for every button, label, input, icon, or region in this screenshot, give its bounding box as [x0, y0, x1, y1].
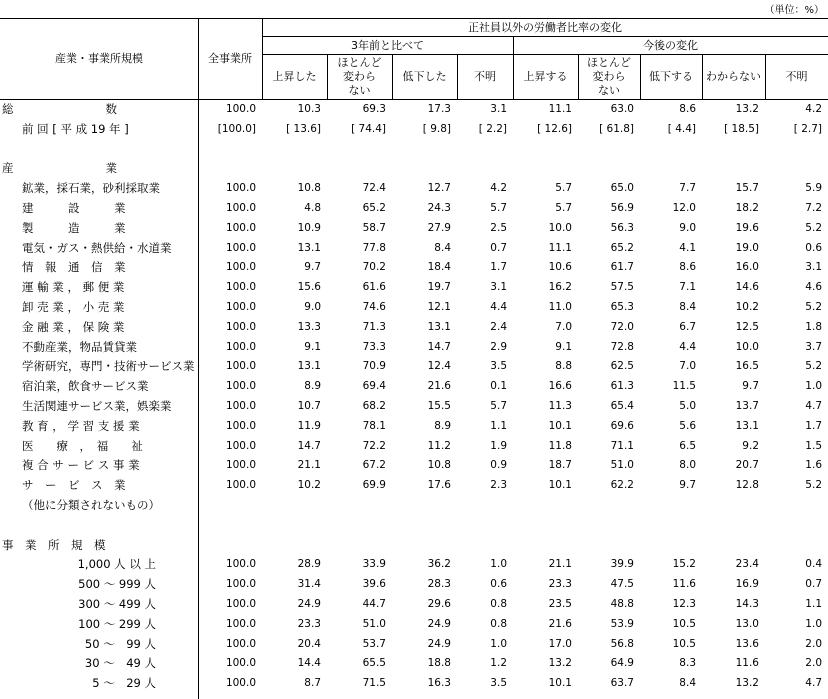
table-cell: 9.2	[742, 439, 759, 452]
table-cell: 100.0	[225, 657, 256, 670]
table-cell: 100.0	[225, 340, 256, 353]
table-cell: 17.3	[427, 103, 451, 115]
row-label: 前 回 [ 平 成 19 年 ]	[22, 121, 129, 136]
table-cell: 16.6	[548, 380, 572, 393]
past-col-header: 低下した	[402, 70, 447, 83]
table-cell: 3.7	[805, 340, 822, 353]
table-cell: 51.0	[362, 617, 386, 630]
table-cell: 100.0	[225, 637, 256, 650]
table-cell: 9.7	[742, 380, 759, 393]
table-cell: 8.4	[434, 241, 451, 254]
table-cell: 19.7	[427, 281, 451, 294]
table-cell: 13.6	[735, 637, 759, 650]
header-top-rule	[0, 18, 828, 19]
all-establishments-header: 全事業所	[208, 52, 252, 65]
table-cell: 11.1	[548, 241, 572, 254]
table-cell: 100.0	[225, 221, 256, 234]
table-cell: 10.5	[672, 637, 696, 650]
table-cell: 1.7	[490, 261, 507, 274]
past-col-header: 不明	[474, 70, 496, 83]
table-cell: 11.2	[427, 439, 451, 452]
table-cell: [ 9.8]	[422, 122, 451, 135]
row-label: 100 ～ 299 人	[78, 616, 156, 631]
table-cell: 13.3	[297, 320, 321, 333]
table-cell: [100.0]	[217, 122, 256, 135]
table-cell: 3.1	[805, 261, 822, 274]
row-label: 複 合 サ ー ビ ス 事 業	[22, 458, 140, 473]
row-label: 製 造 業	[22, 220, 126, 235]
table-cell: 7.0	[679, 360, 696, 373]
table-cell: 13.2	[735, 103, 759, 115]
table-cell: 1.7	[805, 419, 822, 432]
table-cell: 11.5	[672, 380, 696, 393]
table-cell: 21.1	[297, 459, 321, 472]
table-cell: 39.9	[610, 558, 634, 571]
table-cell: 7.0	[555, 320, 572, 333]
table-cell: 70.2	[362, 261, 386, 274]
table-cell: 100.0	[225, 479, 256, 492]
table-cell: 19.6	[735, 221, 759, 234]
table-cell: 69.6	[610, 419, 634, 432]
table-cell: 12.1	[427, 301, 451, 313]
row-label: 医 療 ， 福 祉	[22, 438, 143, 453]
table-cell: 12.5	[735, 320, 759, 333]
table-cell: 24.9	[297, 598, 321, 610]
table-cell: 4.2	[490, 182, 507, 195]
table-cell: 65.2	[362, 202, 386, 214]
table-cell: 67.2	[362, 459, 386, 472]
row-label: 電気・ガス・熱供給・水道業	[22, 240, 172, 255]
table-cell: 1.6	[805, 459, 822, 472]
past-col-header: ほとんど 変わら ない	[337, 56, 382, 97]
table-cell: 11.6	[735, 657, 759, 670]
table-cell: 5.6	[679, 419, 696, 432]
table-cell: 62.2	[610, 479, 634, 492]
table-cell: 1.0	[490, 558, 507, 571]
future-col-header: 低下する	[649, 70, 693, 83]
table-cell: 100.0	[225, 301, 256, 313]
table-cell: 63.7	[610, 677, 634, 690]
table-cell: 61.7	[610, 261, 634, 274]
table-cell: 5.0	[679, 400, 696, 412]
table-cell: 1.8	[805, 320, 822, 333]
table-cell: 70.9	[362, 360, 386, 373]
table-cell: 24.3	[427, 202, 451, 214]
table-cell: 100.0	[225, 598, 256, 610]
table-cell: 1.0	[805, 380, 822, 393]
table-cell: 21.6	[548, 617, 572, 630]
table-cell: 0.8	[490, 617, 507, 630]
table-cell: 0.4	[805, 558, 822, 571]
table-cell: 62.5	[610, 360, 634, 373]
table-cell: 23.5	[548, 598, 572, 610]
row-label: 教 育 ， 学 習 支 援 業	[22, 418, 140, 433]
table-cell: 1.0	[805, 617, 822, 630]
table-cell: 12.7	[427, 182, 451, 195]
table-cell: 8.4	[679, 677, 696, 690]
table-cell: 5.2	[805, 301, 822, 313]
table-cell: 72.2	[362, 439, 386, 452]
table-cell: 5.9	[805, 182, 822, 195]
table-cell: 10.8	[297, 182, 321, 195]
table-cell: 71.5	[362, 677, 386, 690]
table-cell: 28.3	[427, 578, 451, 591]
table-cell: 51.0	[610, 459, 634, 472]
table-cell: 14.4	[297, 657, 321, 670]
table-cell: 1.2	[490, 657, 507, 670]
table-cell: 16.5	[735, 360, 759, 373]
table-cell: 5.7	[555, 182, 572, 195]
table-cell: 69.3	[362, 103, 386, 115]
table-cell: 14.7	[297, 439, 321, 452]
table-cell: 65.2	[610, 241, 634, 254]
future-col-header: ほとんど 変わら ない	[587, 56, 631, 97]
table-cell: 3.5	[490, 677, 507, 690]
table-cell: 100.0	[225, 320, 256, 333]
table-cell: 18.8	[427, 657, 451, 670]
table-cell: 65.3	[610, 301, 634, 313]
row-label: 1,000 人 以 上	[77, 557, 156, 572]
row-label: 30 ～ 49 人	[84, 656, 156, 671]
table-cell: 1.0	[490, 637, 507, 650]
past-col-header: 上昇した	[272, 70, 317, 83]
table-cell: 10.2	[297, 479, 321, 492]
table-cell: [ 13.6]	[286, 122, 321, 135]
table-cell: 11.8	[548, 439, 572, 452]
table-cell: 5.2	[805, 221, 822, 234]
table-cell: 11.9	[297, 419, 321, 432]
table-cell: 5.2	[805, 479, 822, 492]
table-cell: 13.1	[735, 419, 759, 432]
table-cell: 2.4	[490, 320, 507, 333]
table-cell: 100.0	[225, 677, 256, 690]
table-cell: 10.3	[297, 103, 321, 115]
row-label: 300 ～ 499 人	[78, 597, 156, 611]
table-cell: 61.6	[362, 281, 386, 294]
table-cell: 6.5	[679, 439, 696, 452]
table-cell: 10.0	[735, 340, 759, 353]
table-cell: 13.2	[735, 677, 759, 690]
table-cell: 56.9	[610, 202, 634, 214]
table-cell: 17.6	[427, 479, 451, 492]
table-cell: 13.2	[548, 657, 572, 670]
table-cell: 11.0	[548, 301, 572, 313]
table-cell: 44.7	[362, 598, 386, 610]
table-cell: 56.3	[610, 221, 634, 234]
table-cell: 16.9	[735, 578, 759, 591]
table-cell: 33.9	[362, 558, 386, 571]
row-label: 金 融 業 ， 保 険 業	[22, 319, 125, 334]
row-label: 鉱業，採石業，砂利採取業	[22, 181, 160, 196]
table-cell: 21.6	[427, 380, 451, 393]
table-cell: 8.9	[434, 419, 451, 432]
table-cell: 47.5	[610, 578, 634, 591]
table-cell: [ 2.2]	[478, 122, 507, 135]
table-cell: 16.2	[548, 281, 572, 294]
table-cell: 64.9	[610, 657, 634, 670]
table-cell: 20.7	[735, 459, 759, 472]
table-cell: 11.3	[548, 400, 572, 412]
table-cell: 100.0	[225, 400, 256, 412]
table-cell: 9.7	[679, 479, 696, 492]
table-cell: 24.9	[427, 637, 451, 650]
row-label: 運 輸 業 ， 郵 便 業	[22, 280, 125, 295]
table-cell: 100.0	[225, 360, 256, 373]
table-cell: 8.4	[679, 301, 696, 313]
table-cell: 11.1	[548, 103, 572, 115]
table-cell: 4.6	[805, 281, 822, 294]
table-cell: 3.5	[490, 360, 507, 373]
table-cell: 10.1	[548, 479, 572, 492]
table-cell: 0.1	[490, 380, 507, 393]
table-cell: 5.7	[490, 400, 507, 412]
table-cell: 16.3	[427, 677, 451, 690]
table-cell: 31.4	[297, 578, 321, 591]
row-label: 5 ～ 29 人	[92, 676, 156, 691]
table-cell: 15.2	[672, 558, 696, 571]
row-label: 情 報 通 信 業	[22, 260, 126, 275]
table-cell: 0.8	[490, 598, 507, 610]
row-label: 生活関連サービス業，娯楽業	[22, 399, 172, 413]
table-cell: 13.1	[297, 360, 321, 373]
table-cell: 48.8	[610, 598, 634, 610]
table-cell: 18.7	[548, 459, 572, 472]
table-cell: 73.3	[362, 340, 386, 353]
table-cell: 100.0	[225, 419, 256, 432]
table-cell: 12.0	[672, 202, 696, 214]
table-cell: 18.2	[735, 202, 759, 214]
table-cell: 19.0	[735, 241, 759, 254]
table-cell: 4.7	[805, 677, 822, 690]
table-cell: 5.7	[490, 202, 507, 214]
table-cell: 72.4	[362, 182, 386, 195]
table-cell: 20.4	[297, 637, 321, 650]
table-cell: 2.0	[805, 637, 822, 650]
table-cell: 0.6	[805, 241, 822, 254]
table-cell: 18.4	[427, 261, 451, 274]
table-cell: 10.1	[548, 419, 572, 432]
table-cell: 12.8	[735, 479, 759, 492]
table-cell: 65.5	[362, 657, 386, 670]
table-cell: 100.0	[225, 558, 256, 571]
table-cell: 28.9	[297, 558, 321, 571]
future-change-header: 今後の変化	[643, 39, 698, 52]
header-bottom-rule	[0, 99, 828, 100]
table-cell: 2.0	[805, 657, 822, 670]
ratio-change-header: 正社員以外の労働者比率の変化	[468, 21, 622, 34]
table-cell: [ 74.4]	[351, 122, 386, 135]
row-label: 産 業	[2, 161, 117, 176]
table-cell: 100.0	[225, 617, 256, 630]
table-cell: [ 61.8]	[599, 122, 634, 135]
row-label: 500 ～ 999 人	[78, 577, 156, 592]
row-label: （他に分類されないもの）	[22, 498, 160, 512]
unit-note: （単位：%）	[764, 5, 824, 16]
table-cell: 12.3	[672, 598, 696, 610]
future-col-header: 上昇する	[523, 70, 568, 83]
table-cell: 10.8	[427, 459, 451, 472]
row-label: 建 設 業	[22, 201, 126, 215]
table-cell: 100.0	[225, 103, 256, 115]
table-cell: 13.0	[735, 617, 759, 630]
row-label: 事 業 所 規 模	[2, 537, 106, 552]
table-cell: 0.6	[490, 578, 507, 591]
table-cell: 69.9	[362, 479, 386, 492]
table-cell: 8.8	[555, 360, 572, 373]
table-cell: 14.3	[735, 598, 759, 610]
table-cell: 0.7	[805, 578, 822, 591]
table-cell: 7.7	[679, 182, 696, 195]
table-cell: 1.5	[805, 439, 822, 452]
table-cell: 100.0	[225, 439, 256, 452]
table-cell: 10.7	[297, 400, 321, 412]
table-cell: 2.5	[490, 221, 507, 234]
table-cell: [ 4.4]	[667, 122, 696, 135]
table-cell: 100.0	[225, 380, 256, 393]
table-cell: 61.3	[610, 380, 634, 393]
table-cell: 100.0	[225, 182, 256, 195]
future-col-header: 不明	[785, 70, 808, 83]
table-cell: 57.5	[610, 281, 634, 294]
table-cell: 12.4	[427, 360, 451, 373]
table-cell: 58.7	[362, 221, 386, 234]
table-cell: 53.7	[362, 637, 386, 650]
table-cell: 3.1	[490, 103, 507, 115]
table-cell: 23.3	[548, 578, 572, 591]
table-cell: 0.9	[490, 459, 507, 472]
table-cell: 72.8	[610, 340, 634, 353]
table-cell: 65.4	[610, 400, 634, 412]
group-rule	[262, 36, 828, 37]
table-cell: 14.6	[735, 281, 759, 294]
subgroup-rule	[262, 54, 828, 55]
table-cell: 21.1	[548, 558, 572, 571]
table-cell: 3.1	[490, 281, 507, 294]
table-cell: 6.7	[679, 320, 696, 333]
table-cell: 100.0	[225, 459, 256, 472]
table-cell: 17.0	[548, 637, 572, 650]
table-cell: 5.7	[555, 202, 572, 214]
table-cell: 4.4	[490, 301, 507, 313]
table-cell: 65.0	[610, 182, 634, 195]
table-cell: 1.9	[490, 439, 507, 452]
table-cell: 100.0	[225, 261, 256, 274]
table-cell: [ 2.7]	[793, 122, 822, 135]
table-cell: 8.7	[304, 677, 321, 690]
table-cell: 10.1	[548, 677, 572, 690]
table-cell: 13.7	[735, 400, 759, 412]
table-cell: 29.6	[427, 598, 451, 610]
row-label: 宿泊業，飲食サービス業	[22, 379, 149, 394]
table-cell: 9.1	[555, 340, 572, 353]
table-cell: 4.2	[805, 103, 822, 115]
table-cell: 27.9	[427, 221, 451, 234]
table-cell: 24.9	[427, 617, 451, 630]
table-cell: 10.6	[548, 261, 572, 274]
table-cell: 9.0	[679, 221, 696, 234]
table-cell: 9.0	[304, 301, 321, 313]
table-cell: 8.3	[679, 657, 696, 670]
row-label: 50 ～ 99 人	[84, 636, 156, 651]
future-col-header: わからない	[706, 70, 761, 83]
row-label-header: 産業・事業所規模	[55, 52, 143, 65]
table-cell: [ 18.5]	[724, 122, 759, 135]
table-cell: 16.0	[735, 261, 759, 274]
table-cell: 7.1	[679, 281, 696, 294]
table-cell: 15.5	[427, 400, 451, 412]
table-cell: 0.7	[490, 241, 507, 254]
table-cell: 8.6	[679, 261, 696, 274]
past-comparison-header: 3年前と比べて	[351, 39, 424, 52]
table-cell: 4.1	[679, 241, 696, 254]
table-cell: 10.5	[672, 617, 696, 630]
table-cell: 13.1	[427, 320, 451, 333]
table-cell: 5.2	[805, 360, 822, 373]
table-cell: 15.6	[297, 281, 321, 294]
table-cell: 36.2	[427, 558, 451, 571]
table-cell: 8.0	[679, 459, 696, 472]
table-cell: 71.1	[610, 439, 634, 452]
table-cell: 2.3	[490, 479, 507, 492]
table-cell: 2.9	[490, 340, 507, 353]
row-label: 不動産業，物品賃貸業	[22, 339, 137, 354]
table-cell: 7.2	[805, 202, 822, 214]
table-cell: 13.1	[297, 241, 321, 254]
table-cell: 23.3	[297, 617, 321, 630]
table-cell: 39.6	[362, 578, 386, 591]
table-cell: 100.0	[225, 578, 256, 591]
table-cell: 74.6	[362, 301, 386, 313]
table-cell: 100.0	[225, 202, 256, 214]
table-cell: 69.4	[362, 380, 386, 393]
table-cell: 71.3	[362, 320, 386, 333]
table-cell: 1.1	[805, 598, 822, 610]
row-label: 学術研究，専門・技術サービス業	[22, 359, 195, 374]
table-cell: [ 12.6]	[537, 122, 572, 135]
table-cell: 4.8	[304, 202, 321, 214]
table-cell: 14.7	[427, 340, 451, 353]
table-cell: 9.1	[304, 340, 321, 353]
table-cell: 10.0	[548, 221, 572, 234]
table-cell: 63.0	[610, 103, 634, 115]
row-label: 卸 売 業 ， 小 売 業	[22, 300, 125, 314]
table-cell: 1.1	[490, 419, 507, 432]
table-cell: 100.0	[225, 241, 256, 254]
table-cell: 53.9	[610, 617, 634, 630]
table-cell: 10.9	[297, 221, 321, 234]
table-cell: 100.0	[225, 281, 256, 294]
table-cell: 10.2	[735, 301, 759, 313]
table-cell: 78.1	[362, 419, 386, 432]
row-label: 総 数	[2, 102, 117, 116]
table-cell: 8.6	[679, 103, 696, 115]
table-cell: 56.8	[610, 637, 634, 650]
table-cell: 11.6	[672, 578, 696, 591]
table-cell: 77.8	[362, 241, 386, 254]
table-cell: 4.7	[805, 400, 822, 412]
table-cell: 9.7	[304, 261, 321, 274]
table-cell: 15.7	[735, 182, 759, 195]
table-cell: 68.2	[362, 400, 386, 412]
table-cell: 23.4	[735, 558, 759, 571]
row-label: サ ー ビ ス 業	[22, 478, 126, 493]
table-cell: 72.0	[610, 320, 634, 333]
table-cell: 8.9	[304, 380, 321, 393]
table-cell: 4.4	[679, 340, 696, 353]
